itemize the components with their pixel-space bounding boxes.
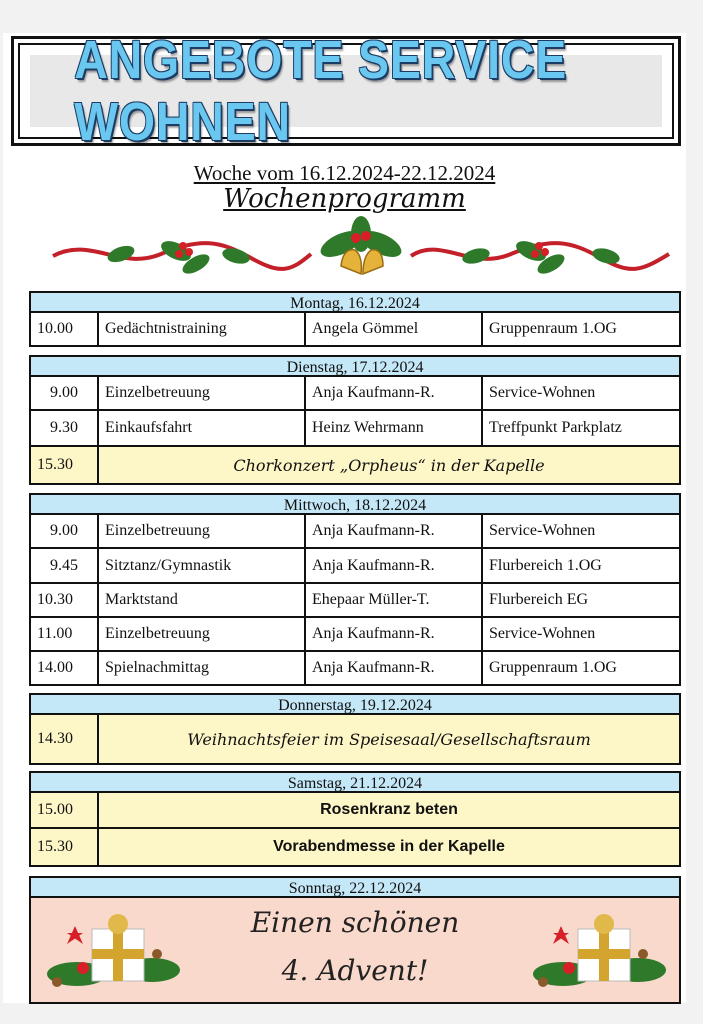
day-sunday: [29, 876, 681, 1004]
day-header: Samstag, 21.12.2024: [29, 771, 681, 793]
day-thursday: [29, 693, 681, 765]
program-page: [3, 30, 686, 1003]
highlight-row: 15.30 Vorabendmesse in der Kapelle: [29, 829, 681, 867]
table-row: 14.00 Spielnachmittag Anja Kaufmann-R. Gruppenraum 1.OG: [29, 652, 681, 686]
gift-decoration-icon: [523, 904, 673, 996]
greeting-line: Einen schönen: [250, 906, 460, 939]
table-row: 9.00 Einzelbetreuung Anja Kaufmann-R. Service-Wohnen: [29, 515, 681, 549]
event-title: Chorkonzert „Orpheus“ in der Kapelle: [233, 455, 545, 475]
day-header: Montag, 16.12.2024: [29, 291, 681, 313]
table-row: 9.45 Sitztanz/Gymnastik Anja Kaufmann-R. Flurbereich 1.OG: [29, 549, 681, 584]
table-row: 10.00 Gedächtnistraining Angela Gömmel Gruppenraum 1.OG: [29, 313, 681, 347]
greeting-line: 4. Advent!: [281, 954, 429, 987]
week-range: Woche vom 16.12.2024-22.12.2024: [193, 161, 496, 185]
program-heading: Wochenprogramm: [223, 184, 466, 214]
event-title: Weihnachtsfeier im Speisesaal/Gesellschaftsraum: [187, 729, 591, 749]
day-header: Mittwoch, 18.12.2024: [29, 493, 681, 515]
advent-greeting: [29, 898, 681, 1004]
day-tuesday: [29, 355, 681, 485]
table-row: 9.30 Einkaufsfahrt Heinz Wehrmann Treffpunkt Parkplatz: [29, 411, 681, 447]
highlight-row: 15.30 Chorkonzert „Orpheus“ in der Kapelle: [29, 447, 681, 485]
event-title: Vorabendmesse in der Kapelle: [273, 838, 505, 855]
day-saturday: [29, 771, 681, 867]
gift-decoration-icon: [37, 904, 187, 996]
holly-garland-icon: [51, 216, 671, 286]
highlight-row: 15.00 Rosenkranz beten: [29, 793, 681, 829]
page-title: ANGEBOTE SERVICE WOHNEN: [74, 30, 568, 152]
day-monday: [29, 291, 681, 347]
table-row: 11.00 Einzelbetreuung Anja Kaufmann-R. Service-Wohnen: [29, 618, 681, 652]
day-header: Dienstag, 17.12.2024: [29, 355, 681, 377]
day-header: Sonntag, 22.12.2024: [29, 876, 681, 898]
highlight-row: 14.30 Weihnachtsfeier im Speisesaal/Gesellschaftsraum: [29, 715, 681, 765]
title-banner: [11, 30, 681, 152]
table-row: 10.30 Marktstand Ehepaar Müller-T. Flurbereich EG: [29, 584, 681, 618]
day-wednesday: [29, 493, 681, 686]
table-row: 9.00 Einzelbetreuung Anja Kaufmann-R. Service-Wohnen: [29, 377, 681, 411]
day-header: Donnerstag, 19.12.2024: [29, 693, 681, 715]
event-title: Rosenkranz beten: [320, 801, 458, 818]
